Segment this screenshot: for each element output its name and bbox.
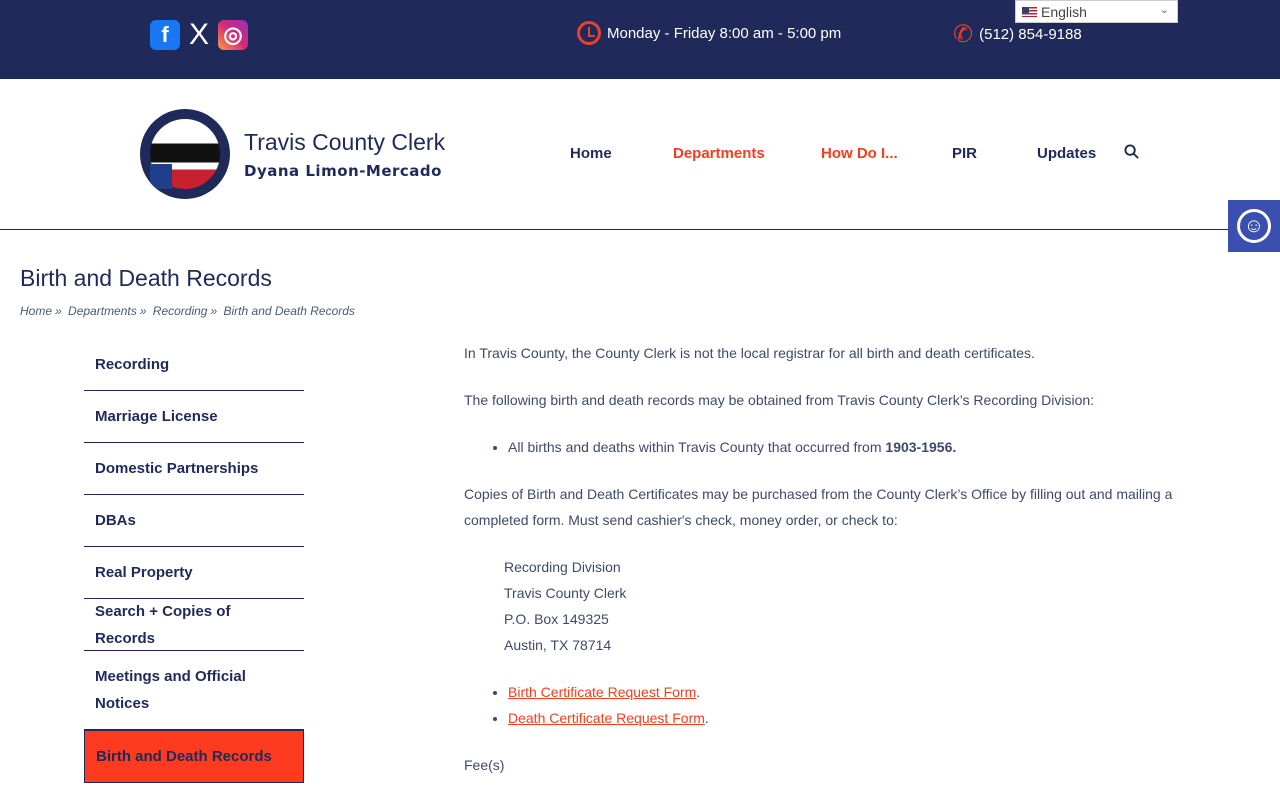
main-content	[464, 340, 1204, 799]
records-bullet	[508, 434, 1204, 460]
breadcrumb-separator: »	[210, 304, 218, 318]
clock-icon	[577, 21, 601, 45]
nav-pir[interactable]: PIR	[952, 145, 978, 162]
period: .	[696, 684, 701, 700]
copies-paragraph: Copies of Birth and Death Certificates may be purchased from the County Clerk’s Office by filling out and mailing a completed form. Must send cashier's check, money order, or check to:	[464, 486, 1173, 528]
nav-home[interactable]: Home	[570, 145, 612, 162]
breadcrumb-separator: »	[139, 304, 147, 318]
bullet-text: All births and deaths within Travis County that occurred from	[508, 439, 886, 455]
nav-how-do-i[interactable]: How Do I...	[821, 145, 898, 162]
bullet-years: 1903-1956.	[885, 439, 957, 455]
address-line: Recording Division	[504, 559, 621, 575]
phone-icon: ✆	[953, 21, 974, 48]
sidebar-item-marriage-license[interactable]: Marriage License	[84, 391, 304, 443]
sidebar-item-recording[interactable]: Recording	[84, 339, 304, 391]
sidebar-menu	[84, 339, 304, 783]
nav-departments[interactable]: Departments	[673, 145, 765, 162]
intro-paragraph: In Travis County, the County Clerk is not the local registrar for all birth and death certificates.	[464, 345, 1035, 361]
mailing-address	[464, 554, 1204, 658]
breadcrumb-current: Birth and Death Records	[223, 304, 355, 318]
form-list-item	[508, 705, 1204, 731]
breadcrumb-separator: »	[55, 304, 62, 318]
language-select[interactable]	[1015, 0, 1178, 23]
hours-text: Monday - Friday 8:00 am - 5:00 pm	[607, 24, 842, 42]
phone[interactable]	[953, 20, 1082, 49]
search-icon[interactable]	[1124, 144, 1139, 159]
site-subtitle: Dyana Limon-Mercado	[244, 162, 442, 180]
instagram-icon[interactable]: ◎	[218, 20, 248, 50]
breadcrumb-recording[interactable]: Recording	[152, 304, 208, 318]
breadcrumb-home[interactable]: Home	[20, 304, 53, 318]
address-line: Travis County Clerk	[504, 585, 627, 601]
address-line: Austin, TX 78714	[504, 637, 612, 653]
sidebar-item-search-copies[interactable]: Search + Copies of Records	[84, 599, 304, 651]
site-header	[0, 79, 1280, 230]
chevron-down-icon: ⌄	[1159, 4, 1169, 16]
phone-number: (512) 854-9188	[979, 26, 1082, 43]
x-icon[interactable]: X	[188, 18, 209, 51]
office-hours	[577, 21, 841, 45]
period: .	[704, 710, 709, 726]
top-bar	[0, 0, 1280, 79]
nav-updates[interactable]: Updates	[1037, 145, 1097, 162]
social-links	[150, 20, 248, 50]
site-title[interactable]: Travis County Clerk	[244, 129, 446, 155]
sidebar-item-real-property[interactable]: Real Property	[84, 547, 304, 599]
accessibility-button[interactable]	[1228, 200, 1280, 252]
breadcrumb-departments[interactable]: Departments	[68, 304, 137, 318]
us-flag-icon	[1022, 7, 1037, 17]
sidebar-item-meetings[interactable]: Meetings and Official Notices	[84, 651, 304, 730]
fees-heading: Fee(s)	[464, 757, 505, 773]
records-paragraph: The following birth and death records may be obtained from Travis County Clerk’s Recording Division:	[464, 392, 1095, 408]
sidebar-item-domestic-partnerships[interactable]: Domestic Partnerships	[84, 443, 304, 495]
language-label: English	[1041, 3, 1087, 20]
county-clerk-logo[interactable]	[140, 109, 230, 199]
page-title: Birth and Death Records	[20, 265, 272, 291]
death-certificate-form-link[interactable]: Death Certificate Request Form	[508, 710, 705, 726]
facebook-icon[interactable]: f	[150, 20, 180, 50]
birth-certificate-form-link[interactable]: Birth Certificate Request Form	[508, 684, 697, 700]
breadcrumb	[20, 304, 358, 318]
accessibility-icon: ☺	[1237, 209, 1271, 243]
form-list-item	[508, 679, 1204, 705]
sidebar-item-dbas[interactable]: DBAs	[84, 495, 304, 547]
address-line: P.O. Box 149325	[504, 611, 609, 627]
sidebar-item-birth-death-records[interactable]: Birth and Death Records	[84, 730, 304, 783]
